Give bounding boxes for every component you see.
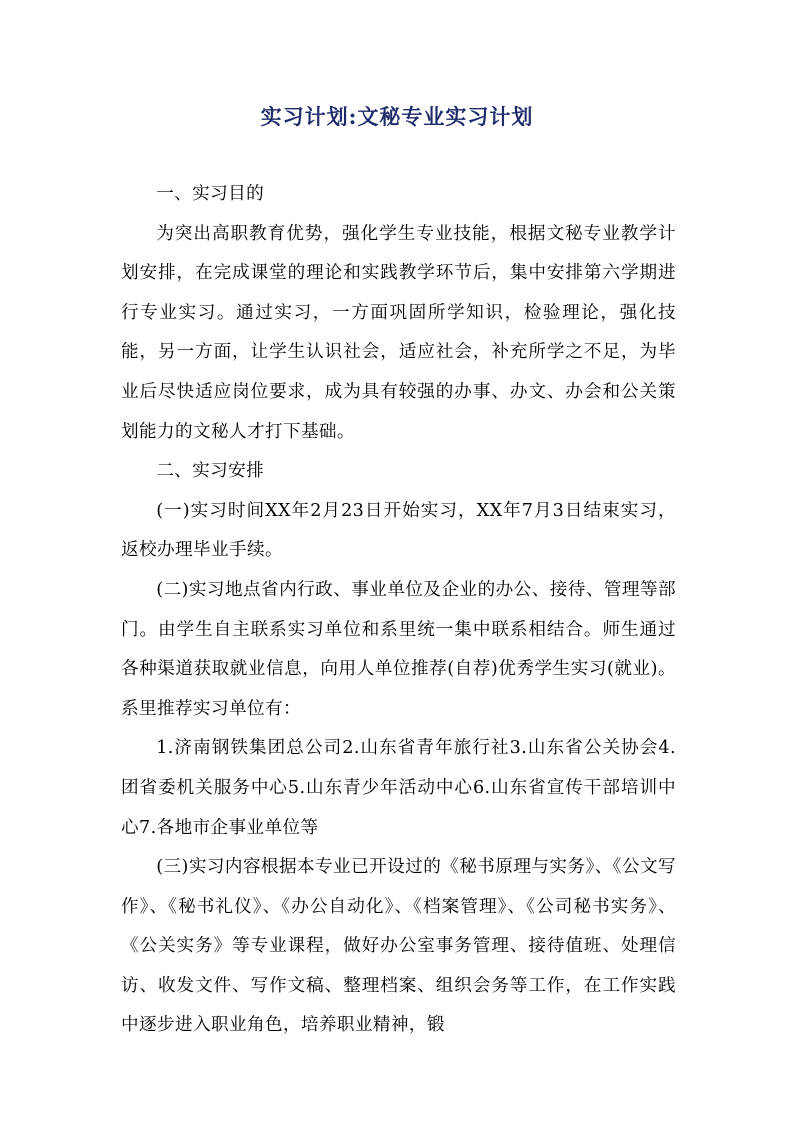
paragraph-purpose: 为突出高职教育优势，强化学生专业技能，根据文秘专业教学计划安排，在完成课堂的理论和实践教学环节后，集中安排第六学期进行专业实习。通过实习，一方面巩固所学知识，检验理论，强化技能，另一方面，让学生认识社会，适应社会，补充所学之不足，为毕业后尽快适应岗位要求，成为具有较强的办事、办文、办会和公关策划能力的文秘人才打下基础。 <box>121 223 676 442</box>
paragraph-unit-list: 1.济南钢铁集团总公司2.山东省青年旅行社3.山东省公关协会4.团省委机关服务中心5.山东青少年活动中心6.山东省宣传干部培训中心7.各地市企事业单位等 <box>121 738 676 838</box>
paragraph-time: (一)实习时间XX年2月23日开始实习，XX年7月3日结束实习，返校办理毕业手续。 <box>121 500 676 561</box>
section-heading-purpose: 一、实习目的 <box>156 184 265 204</box>
paragraph-location: (二)实习地点省内行政、事业单位及企业的办公、接待、管理等部门。由学生自主联系实习单位和系里统一集中联系相结合。师生通过各种渠道获取就业信息，向用人单位推荐(自荐)优秀学生实习(就业)。系里推荐实习单位有： <box>121 579 676 719</box>
section-heading-arrangement: 二、实习安排 <box>156 461 265 482</box>
paragraph-content: (三)实习内容根据本专业已开设过的《秘书原理与实务》、《公文写作》、《秘书礼仪》、《办公自动化》、《档案管理》、《公司秘书实务》、《公关实务》等专业课程，做好办公室事务管理、接待值班、处理信访、收发文件、写作文稿、整理档案、组织会务等工作，在工作实践中逐步进入职业角色，培养职业精神，锻 <box>121 857 676 1036</box>
document-body <box>121 175 676 1046</box>
document-title: 实习计划:文秘专业实习计划 <box>260 104 534 129</box>
